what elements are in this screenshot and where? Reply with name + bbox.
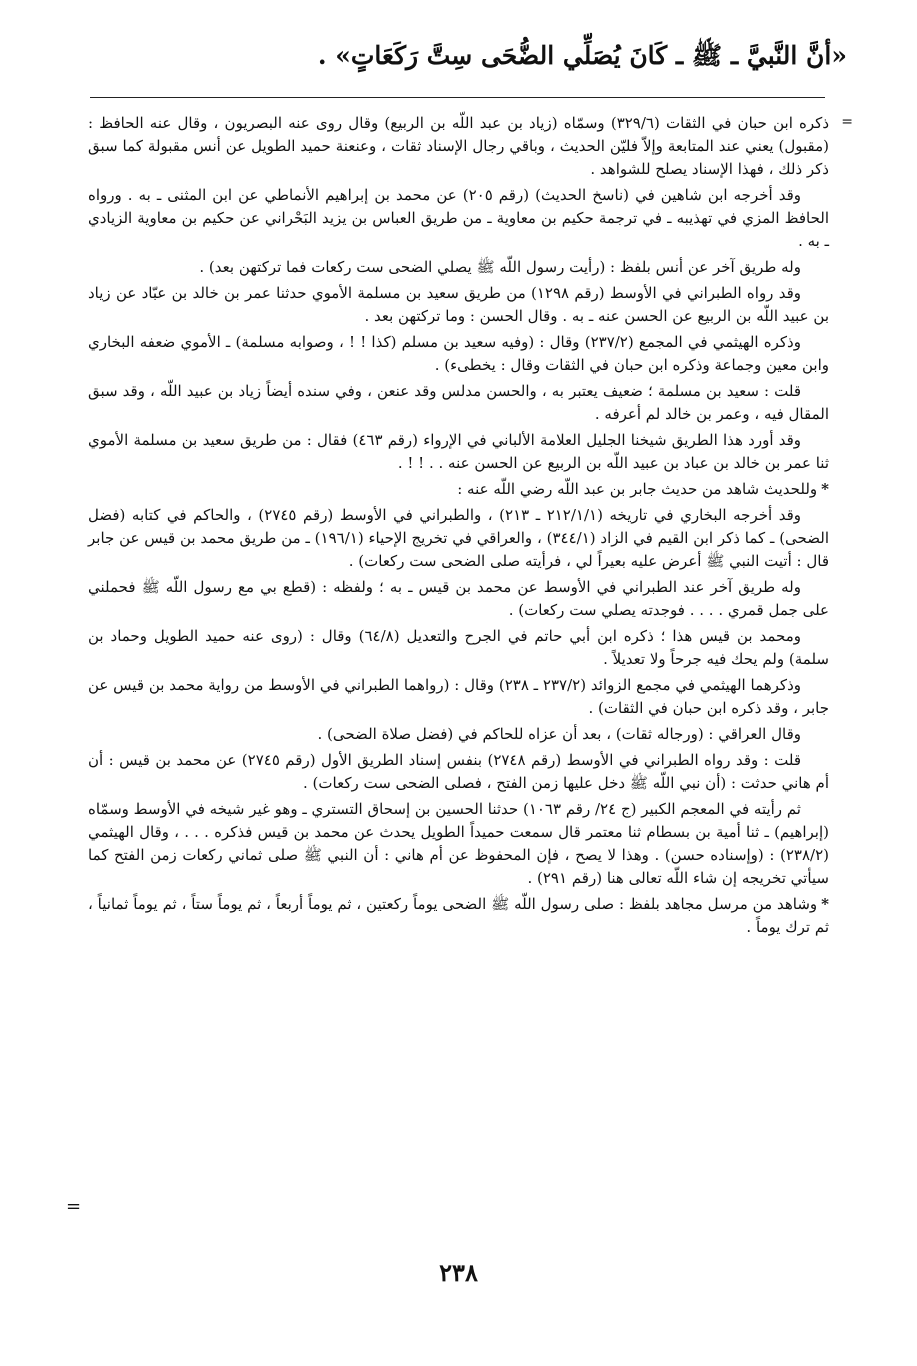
paragraph-16 <box>88 893 829 939</box>
paragraph-12: وذكرهما الهيثمي في مجمع الزوائد (٢٣٧/٢ ـ ٢٣٨) وقال : (رواهما الطبراني في الأوسط من رواية محمد بن قيس عن جابر ، وقد ذكره ابن حبان في الثقات) . <box>88 676 829 717</box>
paragraph-14: قلت : وقد رواه الطبراني في الأوسط (رقم ٢٧٤٨) بنفس إسناد الطريق الأول (رقم ٢٧٤٥) عن محمد بن قيس : أن أم هاني حدثت : (أن نبي اللّه ﷺ دخل عليها زمن الفتح ، فصلى الضحى ست ركعات) . <box>88 751 829 792</box>
paragraph-3: وله طريق آخر عن أنس بلفظ : (رأيت رسول اللّه ﷺ يصلي الضحى ست ركعات فما تركتهن بعد) . <box>199 258 801 276</box>
paragraph-8-text: وللحديث شاهد من حديث جابر بن عبد اللّه رضي اللّه عنه : <box>457 480 818 498</box>
paragraph-13: وقال العراقي : (ورجاله ثقات) ، بعد أن عزاه للحاكم في (فضل صلاة الضحى) . <box>317 725 801 743</box>
paragraph-1: ذكره ابن حبان في الثقات (٣٢٩/٦) وسمّاه (زياد بن عبد اللّه بن الربيع) وقال روى عنه البصريون ، وقال عنه الحافظ : (مقبول) يعني عند المتابعة وإلاّ فليّن الحديث ، وباقي رجال الإسناد ثقات ، وعنعنة حميد الطويل عن أنس مقبولة كما سبق ذكر ذلك ، فهذا الإسناد يصلح للشواهد . <box>88 114 829 178</box>
body-text <box>88 112 829 942</box>
asterisk-marker: * <box>821 480 829 498</box>
paragraph-10: وله طريق آخر عند الطبراني في الأوسط عن محمد بن قيس ـ به ؛ ولفظه : (قطع بي مع رسول اللّه ﷺ فحملني على جمل قمري . . . . فوجدته يصلي ست ركعات) . <box>88 578 829 619</box>
paragraph-5: وذكره الهيثمي في المجمع (٢٣٧/٢) وقال : (وفيه سعيد بن مسلم (كذا ! ! ، وصوابه مسلمة) ـ الأموي ضعفه البخاري وابن معين وجماعة وذكره ابن حبان في الثقات وقال : يخطىء) . <box>88 333 829 374</box>
paragraph-11: ومحمد بن قيس هذا ؛ ذكره ابن أبي حاتم في الجرح والتعديل (٦٤/٨) وقال : (روى عنه حميد الطويل وحماد بن سلمة) ولم يحك فيه جرحاً ولا تعديلاً . <box>88 627 829 668</box>
paragraph-2: وقد أخرجه ابن شاهين في (ناسخ الحديث) (رقم ٢٠٥) عن محمد بن إبراهيم الأنماطي عن ابن المثنى ـ به . ورواه الحافظ المزي في تهذيبه ـ في ترجمة حكيم بن معاوية ـ من طريق العباس بن يزيد البَحْراني عن حكيم بن معاوية الزيادي ـ به . <box>88 186 829 250</box>
paragraph-6: قلت : سعيد بن مسلمة ؛ ضعيف يعتبر به ، والحسن مدلس وقد عنعن ، وفي سنده أيضاً زياد بن عبيد اللّه ، وقد سبق المقال فيه ، وعمر بن خالد لم أعرفه . <box>88 382 829 423</box>
paragraph-9: وقد أخرجه البخاري في تاريخه (٢١٢/١/١ ـ ٢١٣) ، والطبراني في الأوسط (رقم ٢٧٤٥) ، والحاكم في كتابه (فضل الضحى) ـ كما ذكر ابن القيم في الزاد (٣٤٤/١) ، والعراقي في تخريج الإحياء (١٩٦/١) ـ من طريق محمد بن قيس عن جابر قال : أتيت النبي ﷺ أعرض عليه بعيراً لي ، فرأيته صلى الضحى ست ركعات) . <box>88 506 829 570</box>
continuation-mark-top: = <box>841 114 853 130</box>
paragraph-7: وقد أورد هذا الطريق شيخنا الجليل العلامة الألباني في الإرواء (رقم ٤٦٣) فقال : من طريق سعيد بن مسلمة الأموي ثنا عمر بن خالد بن عباد بن عبيد اللّه بن الربيع عن الحسن عنه . . ! ! . <box>88 431 829 472</box>
paragraph-15: ثم رأيته في المعجم الكبير (ج ٢٤/ رقم ١٠٦٣) حدثنا الحسين بن إسحاق التستري ـ وهو غير شيخه في الأوسط وسمّاه (إبراهيم) ـ ثنا أمية بن بسطام ثنا معتمر قال سمعت حميداً الطويل يحدث عن محمد بن قيس فذكره . . . ، وقال الهيثمي (٢٣٨/٢) : (وإسناده حسن) . وهذا لا يصح ، فإن المحفوظ عن أم هاني : أن النبي ﷺ صلى ثماني ركعات زمن الفتح كما سيأتي تخريجه إن شاء اللّه تعالى هنا (رقم ٢٩١) . <box>88 800 829 887</box>
page-number: ٢٣٨ <box>439 1258 478 1287</box>
continuation-mark-bottom: = <box>66 1196 82 1217</box>
paragraph-4: وقد رواه الطبراني في الأوسط (رقم ١٢٩٨) من طريق سعيد بن مسلمة الأموي حدثنا عمر بن خالد بن عبّاد عن زياد بن عبيد اللّه بن الربيع عن الحسن عنه ـ به . وقال الحسن : وما تركتهن بعد . <box>88 284 829 325</box>
asterisk-marker: * <box>821 895 829 913</box>
paragraph-8 <box>88 478 829 501</box>
header-divider <box>90 97 825 98</box>
paragraph-16-text: وشاهد من مرسل مجاهد بلفظ : صلى رسول اللّه ﷺ الضحى يوماً ركعتين ، ثم يوماً أربعاً ، ثم يوماً ستاً ، ثم يوماً ثمانياً ، ثم ترك يوماً . <box>88 895 829 936</box>
hadith-heading: «أنَّ النَّبيَّ ـ ﷺ ـ كَانَ يُصَلِّي الضُّحَى سِتَّ رَكَعَاتٍ» . <box>317 41 847 70</box>
